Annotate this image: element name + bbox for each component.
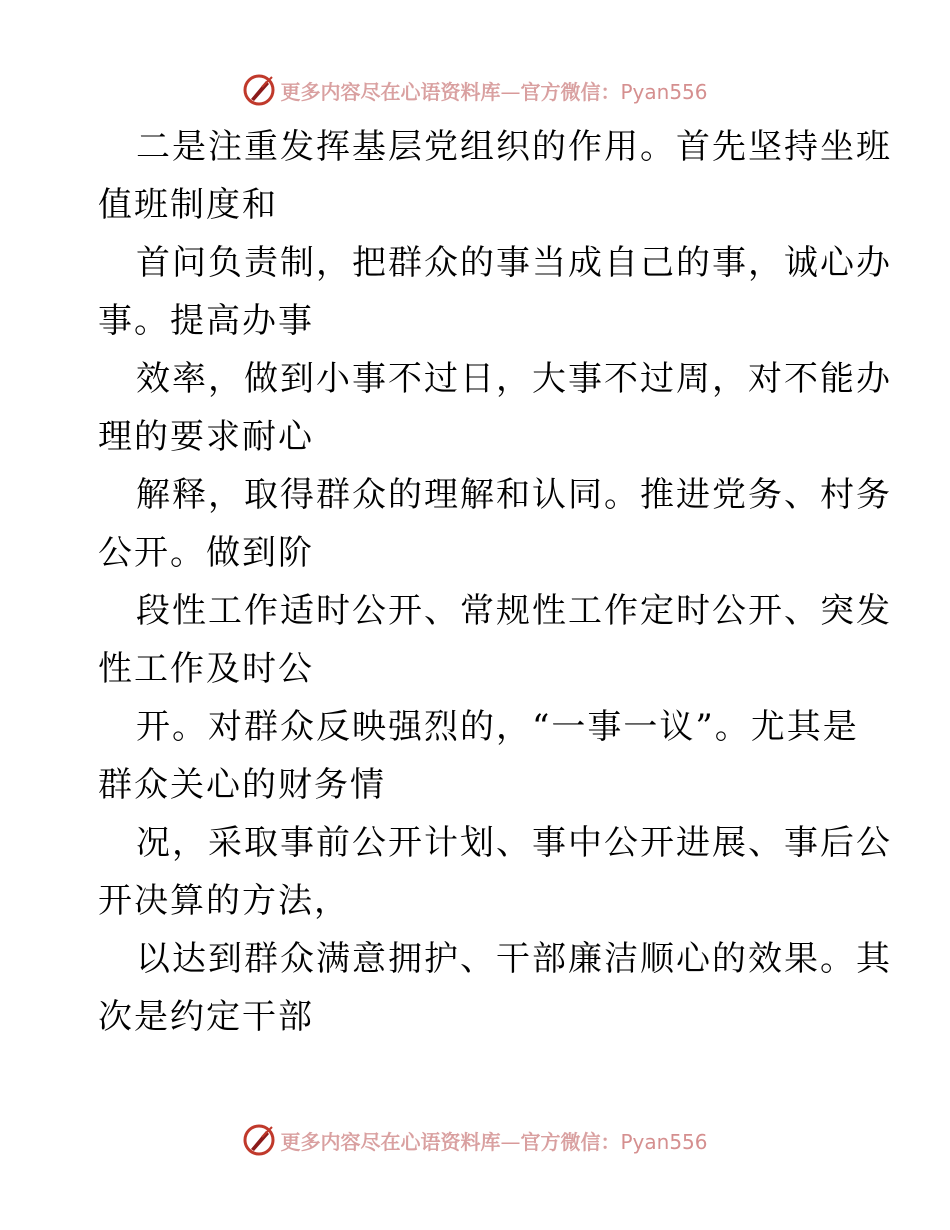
paragraph: 二是注重发挥基层党组织的作用。首先坚持坐班 值班制度和 [98, 127, 892, 225]
paragraph: 首问负责制，把群众的事当成自己的事，诚心办 事。提高办事 [98, 243, 892, 341]
paragraph: 开。对群众反映强烈的，“一事一议”。尤其是 群众关心的财务情 [98, 707, 859, 805]
paragraph: 段性工作适时公开、常规性工作定时公开、突发 性工作及时公 [98, 591, 892, 689]
feather-pen-circle-icon [242, 73, 276, 107]
paragraph: 效率，做到小事不过日，大事不过周，对不能办 理的要求耐心 [98, 359, 892, 457]
paragraph: 况，采取事前公开计划、事中公开进展、事后公 开决算的方法， [98, 823, 892, 921]
footer-watermark [0, 1120, 950, 1160]
watermark-text: 更多内容尽在心语资料库—官方微信：Pyan556 [280, 1129, 708, 1154]
paragraph: 以达到群众满意拥护、干部廉洁顺心的效果。其 次是约定干部 [98, 939, 892, 1037]
header-watermark [0, 70, 950, 110]
document-body [98, 118, 892, 1046]
paragraph: 解释，取得群众的理解和认同。推进党务、村务 公开。做到阶 [98, 475, 892, 573]
feather-pen-circle-icon [242, 1123, 276, 1157]
watermark-text: 更多内容尽在心语资料库—官方微信：Pyan556 [280, 79, 708, 104]
